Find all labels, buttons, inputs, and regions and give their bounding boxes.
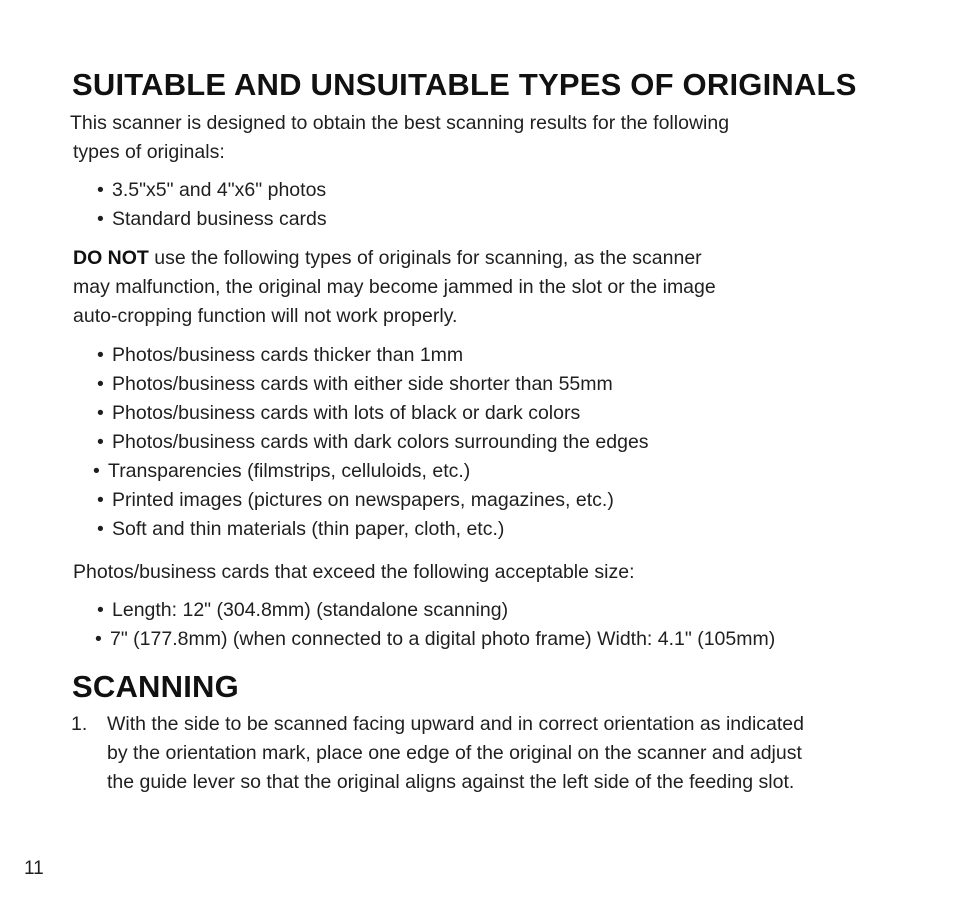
intro-line: This scanner is designed to obtain the best scanning results for the following	[70, 112, 730, 134]
step-number: 1.	[71, 713, 88, 735]
list-item: • Photos/business cards with either side shorter than 55mm	[97, 373, 613, 395]
size-limit-paragraph: Photos/business cards that exceed the following acceptable size:	[73, 561, 635, 583]
unsuitable-originals-list	[93, 341, 649, 544]
intro-line: types of originals:	[73, 141, 225, 163]
section-title-scanning: SCANNING	[72, 669, 239, 704]
warning-line: may malfunction, the original may become jammed in the slot or the image	[73, 276, 716, 298]
warning-line: DO NOT use the following types of originals for scanning, as the scanner	[73, 247, 702, 269]
do-not-label: DO NOT	[73, 247, 149, 269]
list-item: • Soft and thin materials (thin paper, cloth, etc.)	[97, 518, 505, 540]
scanning-steps	[71, 710, 804, 797]
list-item: • 7" (177.8mm) (when connected to a digital photo frame) Width: 4.1" (105mm)	[95, 628, 776, 650]
section-title-originals: SUITABLE AND UNSUITABLE TYPES OF ORIGINALS	[72, 67, 857, 102]
list-item: • Transparencies (filmstrips, celluloids, etc.)	[93, 460, 471, 482]
list-item: • Photos/business cards with dark colors surrounding the edges	[97, 431, 649, 453]
list-item: • 3.5"x5" and 4"x6" photos	[97, 179, 327, 201]
list-item: • Photos/business cards with lots of black or dark colors	[97, 402, 581, 424]
list-item: • Printed images (pictures on newspapers, magazines, etc.)	[97, 489, 614, 511]
list-item: • Standard business cards	[97, 208, 327, 230]
size-limit-list	[97, 596, 775, 654]
page-number: 11	[24, 858, 44, 879]
list-item: • Length: 12" (304.8mm) (standalone scanning)	[97, 599, 509, 621]
suitable-originals-list	[97, 176, 327, 234]
warning-line: auto-cropping function will not work properly.	[73, 305, 458, 327]
list-item: • Photos/business cards thicker than 1mm	[97, 344, 464, 366]
warning-paragraph	[73, 244, 716, 331]
step-item: 1. With the side to be scanned facing upward and in correct orientation as indicated by the orientation mark, place one edge of the original on the scanner and adjust the guide lever so that the original aligns against the left side of the feeding slot.	[71, 710, 804, 797]
intro-paragraph	[70, 109, 729, 167]
